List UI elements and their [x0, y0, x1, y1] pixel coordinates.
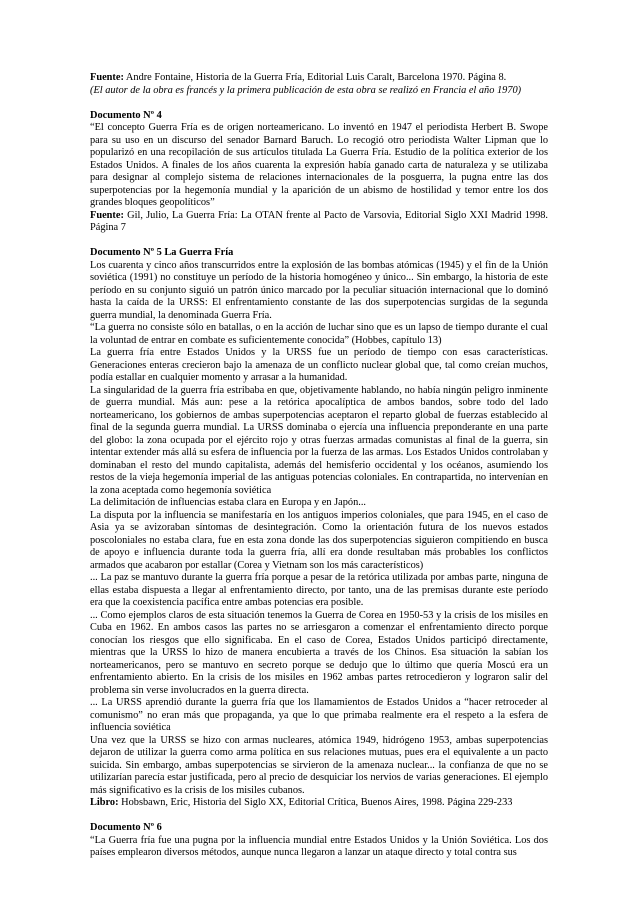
doc5-paragraph: Una vez que la URSS se hizo con armas nucleares, atómica 1949, hidrógeno 1953, ambas superpotencias dejaron de utilizar la guerra como arma política en sus relaciones mutuas, pues era el equivalente a un pacto suicida. Sin embargo, ambas superpotencias se sirvieron de la amenaza nuclear... la confianza de que no se utilizarían parecía estar justificada, pero al precio de desquiciar los nervios de varias generaciones. El ejemplo más significativo es la crisis de los misiles cubanos. — [90, 734, 548, 796]
doc6-title: Documento Nº 6 — [90, 822, 162, 833]
doc4-source-text: Gil, Julio, La Guerra Fría: La OTAN frente al Pacto de Varsovia, Editorial Siglo XXI Madrid 1998. Página 7 — [90, 209, 548, 233]
doc5-paragraph: La delimitación de influencias estaba clara en Europa y en Japón... — [90, 497, 367, 508]
doc5-paragraph: ... La paz se mantuvo durante la guerra fría porque a pesar de la retórica utilizada por ambas parte, ninguna de ellas estaba dispuesta a llegar al enfrentamiento directo, por tanto, una de las premisas durante este período era que la coexistencia pacífica entre ambas potencias era posible. — [90, 572, 548, 608]
doc6-body: “La Guerra fría fue una pugna por la influencia mundial entre Estados Unidos y la Unión Soviética. Los dos países emplearon diversos métodos, aunque nunca llegaron a lanzar un ataque directo y total contra sus — [90, 834, 548, 858]
doc5-paragraph: Los cuarenta y cinco años transcurridos entre la explosión de las bombas atómicas (1945) y el fin de la Unión soviética (1991) no constituye un período de la historia homogéneo y único... Sin embargo, la historia de este período en su conjunto siguió un patrón único marcado por la peculiar situación internacional que lo dominó hasta la caída de la URSS: El enfrentamiento constante de las dos superpotencias surgidas de la segunda guerra mundial, la denominada Guerra Fría. — [90, 259, 548, 321]
intro-source — [90, 72, 548, 85]
intro-source-text: Andre Fontaine, Historia de la Guerra Fría, Editorial Luis Caralt, Barcelona 1970. Página 8. — [123, 72, 507, 83]
intro-note: (El autor de la obra es francés y la primera publicación de esta obra se realizó en Francia el año 1970) — [90, 84, 522, 96]
intro-source-label: Fuente: — [90, 72, 124, 83]
doc4-source — [90, 210, 548, 235]
doc5-source — [90, 797, 548, 810]
doc5-paragraph: ... La URSS aprendió durante la guerra fría que los llamamientos de Estados Unidos a “hacer retroceder al comunismo” no eran más que propaganda, ya que lo que primaba realmente era el respeto a la esfera de influencia soviética — [90, 697, 548, 733]
doc5-paragraph: “La guerra no consiste sólo en batallas, o en la acción de luchar sino que es un lapso de tiempo durante el cual la voluntad de entrar en combate es suficientemente conocida” (Hobbes, capítulo 13) — [90, 322, 548, 346]
doc5-paragraph: La guerra fría entre Estados Unidos y la URSS fue un período de tiempo con esas características. Generaciones enteras crecieron bajo la amenaza de un conflicto nuclear global que, tal como creían muchos, podía estallar en cualquier momento y arrasar a la humanidad. — [90, 347, 548, 383]
doc5-title: Documento Nº 5 La Guerra Fría — [90, 247, 234, 258]
doc5-paragraph: La disputa por la influencia se manifestaría en los antiguos imperios coloniales, que para 1945, en el caso de Asia ya se avizoraban síntomas de desintegración. Como la orientación futura de los nuevos estados poscoloniales no estaba clara, fue en esta zona donde las dos superpotencias siguieron compitiendo en busca de apoyo e influencia durante toda la guerra fría, allí era donde resultaban más probables los conflictos armados que acabaron por estallar (Corea y Vietnam son los más característicos) — [90, 509, 548, 571]
doc5-source-text: Hobsbawn, Eric, Historia del Siglo XX, Editorial Crítica, Buenos Aires, 1998. Página 229-233 — [118, 797, 513, 808]
doc5-paragraph: ... Como ejemplos claros de esta situación tenemos la Guerra de Corea en 1950-53 y la crisis de los misiles en Cuba en 1962. En ambos casos las partes no se arriesgaron a comenzar el enfrentamiento directo porque conocían los riesgos que ello significaba. En el caso de Corea, Estados Unidos participó directamente, mientras que la URSS lo hizo de manera encubierta a través de los Chinos. Esa situación la sabían los norteamericanos, pero se mantuvo en secreto porque se dedujo que lo último que quería Moscú era un enfrentamiento abierto. En la crisis de los misiles en 1962 ambas partes retrocedieron y lograron salir del problema sin verse involucrados en la guerra directa. — [90, 609, 548, 696]
doc4-title: Documento Nº 4 — [90, 109, 162, 121]
doc5-source-label: Libro: — [90, 797, 119, 808]
doc4-body: “El concepto Guerra Fría es de origen norteamericano. Lo inventó en 1947 el periodista Herbert B. Swope para su uso en un discurso del senador Barnard Baruch. Lo recogió otro periodista Walter Lipman que lo popularizó en una recopilación de sus artículos titulada La Guerra Fría. Estudio de la política exterior de los Estados Unidos. A finales de los años cuarenta la expresión había ganado carta de naturaleza y se utilizaba para designar al complejo sistema de relaciones internacionales de la posguerra, la pugna entre las dos superpotencias por la hegemonía mundial y la aparición de un abismo de hostilidad y temor entre los dos grandes bloques geopolíticos” — [90, 122, 548, 208]
doc5-paragraph: La singularidad de la guerra fría estribaba en que, objetivamente hablando, no había ningún peligro inminente de guerra mundial. Más aun: pese a la retórica apocalíptica de ambos bandos, sobre todo del lado norteamericano, los gobiernos de ambas superpotencias aceptaron el reparto global de fuerzas establecido al final de la segunda guerra mundial. La URSS dominaba o ejercía una influencia preponderante en una parte del globo: la zona ocupada por el ejército rojo y otras fuerzas armadas comunistas al final de la guerra, sin intentar extender más allá su esfera de influencia por la fuerza de las armas. Los Estados Unidos controlaban y dominaban el resto del mundo capitalista, además del hemisferio occidental y los océanos, asumiendo los restos de la vieja hegemonía imperial de las antiguas potencias coloniales. En contrapartida, no intervenían en la zona aceptada como hegemonía soviética — [90, 384, 548, 496]
doc4-source-label: Fuente: — [90, 209, 124, 221]
